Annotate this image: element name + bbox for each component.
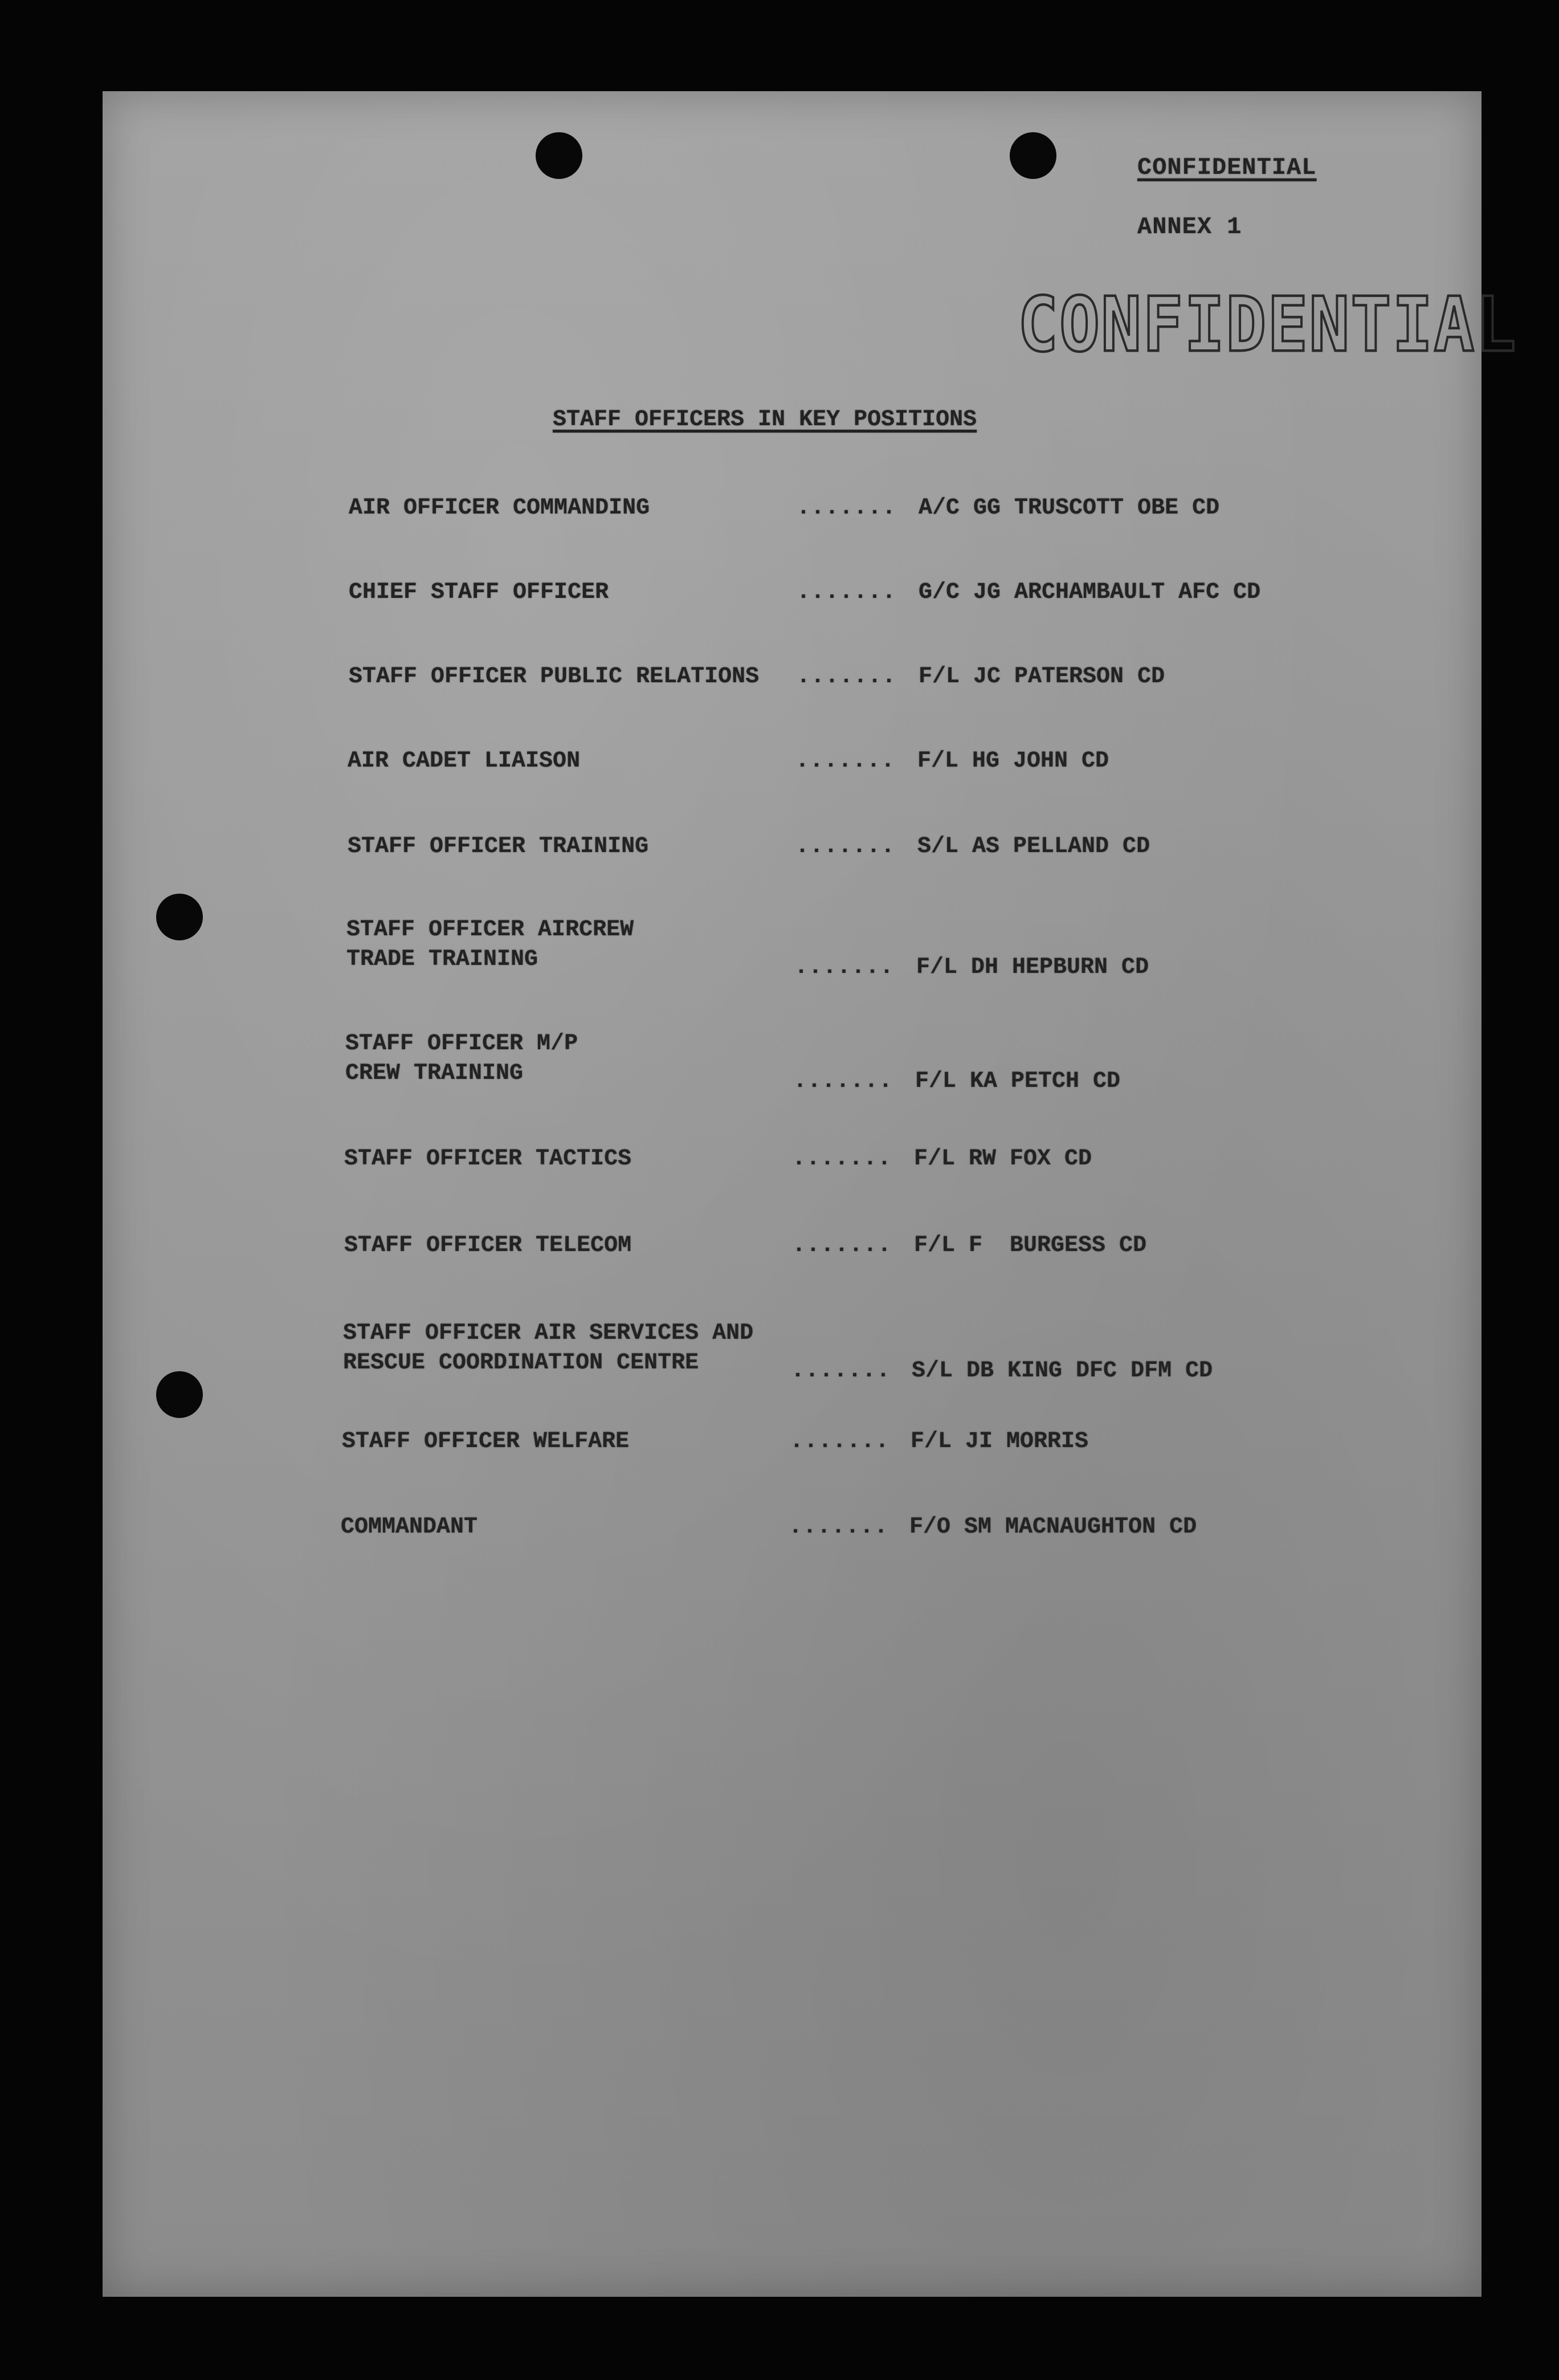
officer-name: F/L HG JOHN CD [917,748,1109,774]
staff-position [349,578,609,608]
leader-dots: ....... [797,664,897,690]
punch-hole-top-right [1010,132,1056,179]
staff-position [344,1231,631,1261]
staff-position-line: CHIEF STAFF OFFICER [349,580,609,605]
leader-dots: ....... [795,834,896,859]
staff-position [345,1029,578,1089]
staff-position [348,832,648,862]
staff-position-line: STAFF OFFICER AIRCREW [346,917,634,943]
officer-name: F/O SM MACNAUGHTON CD [909,1514,1197,1540]
officer-name: F/L DH HEPBURN CD [916,955,1149,980]
staff-position-line: STAFF OFFICER TRAINING [348,834,649,859]
officer-name: F/L JC PATERSON CD [919,664,1165,690]
staff-position [349,494,650,523]
staff-position-line: RESCUE COORDINATION CENTRE [343,1350,699,1376]
officer-name: G/C JG ARCHAMBAULT AFC CD [919,580,1261,605]
officer-name: F/L F BURGESS CD [914,1233,1147,1258]
staff-position-line: STAFF OFFICER AIR SERVICES AND [343,1321,754,1346]
classification-header: CONFIDENTIAL [1137,154,1317,181]
staff-position [346,915,634,975]
leader-dots: ....... [797,580,897,605]
staff-position [343,1319,753,1378]
punch-hole-left-lower [156,1371,203,1418]
officer-name: F/L RW FOX CD [914,1146,1092,1172]
staff-position [341,1513,478,1542]
staff-position [349,662,759,692]
staff-position [344,1144,631,1174]
staff-position-line: CREW TRAINING [345,1061,524,1086]
annex-label: ANNEX 1 [1137,213,1242,241]
staff-position-line: STAFF OFFICER M/P [345,1031,578,1057]
leader-dots: ....... [790,1429,890,1454]
staff-position-line: STAFF OFFICER TACTICS [344,1146,632,1172]
officer-name: S/L DB KING DFC DFM CD [912,1358,1213,1384]
staff-position [348,747,580,776]
officer-name: F/L JI MORRIS [911,1429,1089,1454]
staff-position-line: TRADE TRAINING [346,947,538,972]
staff-position-line: STAFF OFFICER TELECOM [344,1233,632,1258]
leader-dots: ....... [791,1358,891,1384]
punch-hole-top-left [536,132,582,179]
confidential-stamp: CONFIDENTIAL [1018,280,1517,369]
leader-dots: ....... [795,748,896,774]
officer-name: A/C GG TRUSCOTT OBE CD [919,495,1220,521]
leader-dots: ....... [789,1514,889,1540]
punch-hole-left-upper [156,894,203,940]
leader-dots: ....... [792,1146,892,1172]
document-page [103,91,1517,2297]
staff-position-line: AIR OFFICER COMMANDING [349,495,650,521]
leader-dots: ....... [792,1233,892,1258]
staff-position [342,1427,629,1457]
officer-name: F/L KA PETCH CD [915,1069,1121,1094]
staff-position-line: AIR CADET LIAISON [348,748,581,774]
staff-position-line: STAFF OFFICER PUBLIC RELATIONS [349,664,760,690]
staff-position-line: COMMANDANT [341,1514,478,1540]
leader-dots: ....... [794,955,895,980]
document-title: STAFF OFFICERS IN KEY POSITIONS [553,407,977,433]
staff-position-line: STAFF OFFICER WELFARE [342,1429,630,1454]
leader-dots: ....... [793,1069,893,1094]
officer-name: S/L AS PELLAND CD [917,834,1150,859]
leader-dots: ....... [797,495,897,521]
